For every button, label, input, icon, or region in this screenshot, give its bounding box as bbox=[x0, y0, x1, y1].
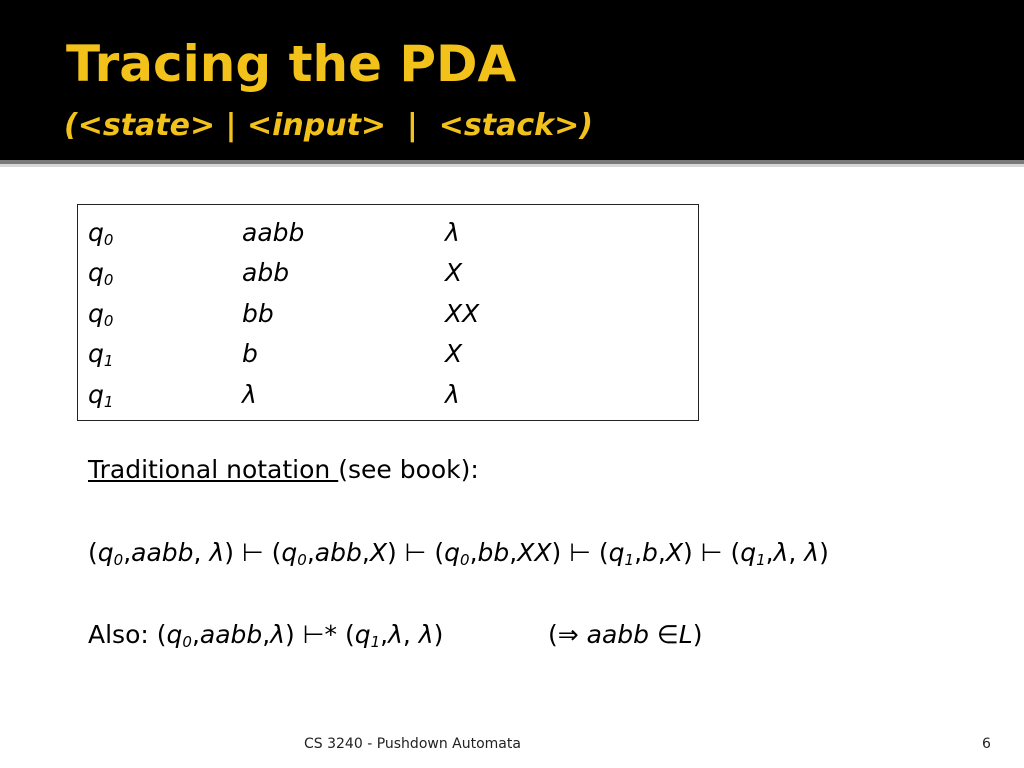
notation-heading bbox=[88, 452, 479, 488]
trace-state: $q_1$ bbox=[88, 339, 114, 370]
trace-input: bb bbox=[242, 299, 274, 328]
footer-course: CS 3240 - Pushdown Automata bbox=[304, 736, 521, 752]
also-label: Also: bbox=[88, 620, 157, 649]
notation-label-rest: (see book): bbox=[338, 455, 479, 484]
turnstile-symbol: ⊢ bbox=[404, 538, 427, 567]
turnstile-symbol: ⊢ bbox=[700, 538, 723, 567]
trace-stack: X bbox=[445, 339, 463, 368]
also-conclusion: (⇒ aabb ∈L) bbox=[548, 620, 703, 649]
trace-row bbox=[78, 294, 698, 334]
also-derivation: Also: $(q_0,aabb,\lambda)$ ⊢* ($q_1,\lambda$, λ) bbox=[88, 620, 444, 651]
footer-page-number: 6 bbox=[982, 736, 991, 752]
slide-header bbox=[0, 0, 1024, 160]
trace-row bbox=[78, 253, 698, 293]
trace-table bbox=[77, 204, 699, 421]
trace-row bbox=[78, 375, 698, 415]
trace-stack: X bbox=[445, 258, 463, 287]
trace-stack: λ bbox=[445, 218, 460, 247]
trace-stack: XX bbox=[445, 299, 480, 328]
slide-title: Tracing the PDA bbox=[66, 35, 517, 93]
trace-input: b bbox=[242, 339, 258, 368]
notation-label: Traditional notation bbox=[88, 455, 339, 484]
trace-input: aabb bbox=[242, 218, 305, 247]
turnstile-symbol: ⊢ bbox=[569, 538, 591, 567]
turnstile-symbol: ⊢ bbox=[241, 538, 264, 567]
slide-subtitle: (<state> | <input> | <stack>) bbox=[64, 108, 593, 143]
trace-stack: λ bbox=[445, 380, 460, 409]
trace-input: λ bbox=[242, 380, 257, 409]
trace-state: $q_1$ bbox=[88, 380, 114, 411]
trace-state: $q_0$ bbox=[88, 299, 114, 330]
trace-row bbox=[78, 334, 698, 374]
notation-derivation: ($q_0,aabb$, λ) ⊢ $(q_0,abb,X)$ ⊢ $(q_0,bb,XX)$ ⊢ $(q_1,b,X)$ ⊢ ($q_1,\lambda$, λ) bbox=[88, 538, 829, 569]
trace-state: $q_0$ bbox=[88, 218, 114, 249]
turnstile-star-symbol: ⊢* bbox=[302, 620, 338, 649]
header-divider-shadow bbox=[0, 164, 1024, 167]
trace-row bbox=[78, 213, 698, 253]
trace-state: $q_0$ bbox=[88, 258, 114, 289]
trace-input: abb bbox=[242, 258, 290, 287]
